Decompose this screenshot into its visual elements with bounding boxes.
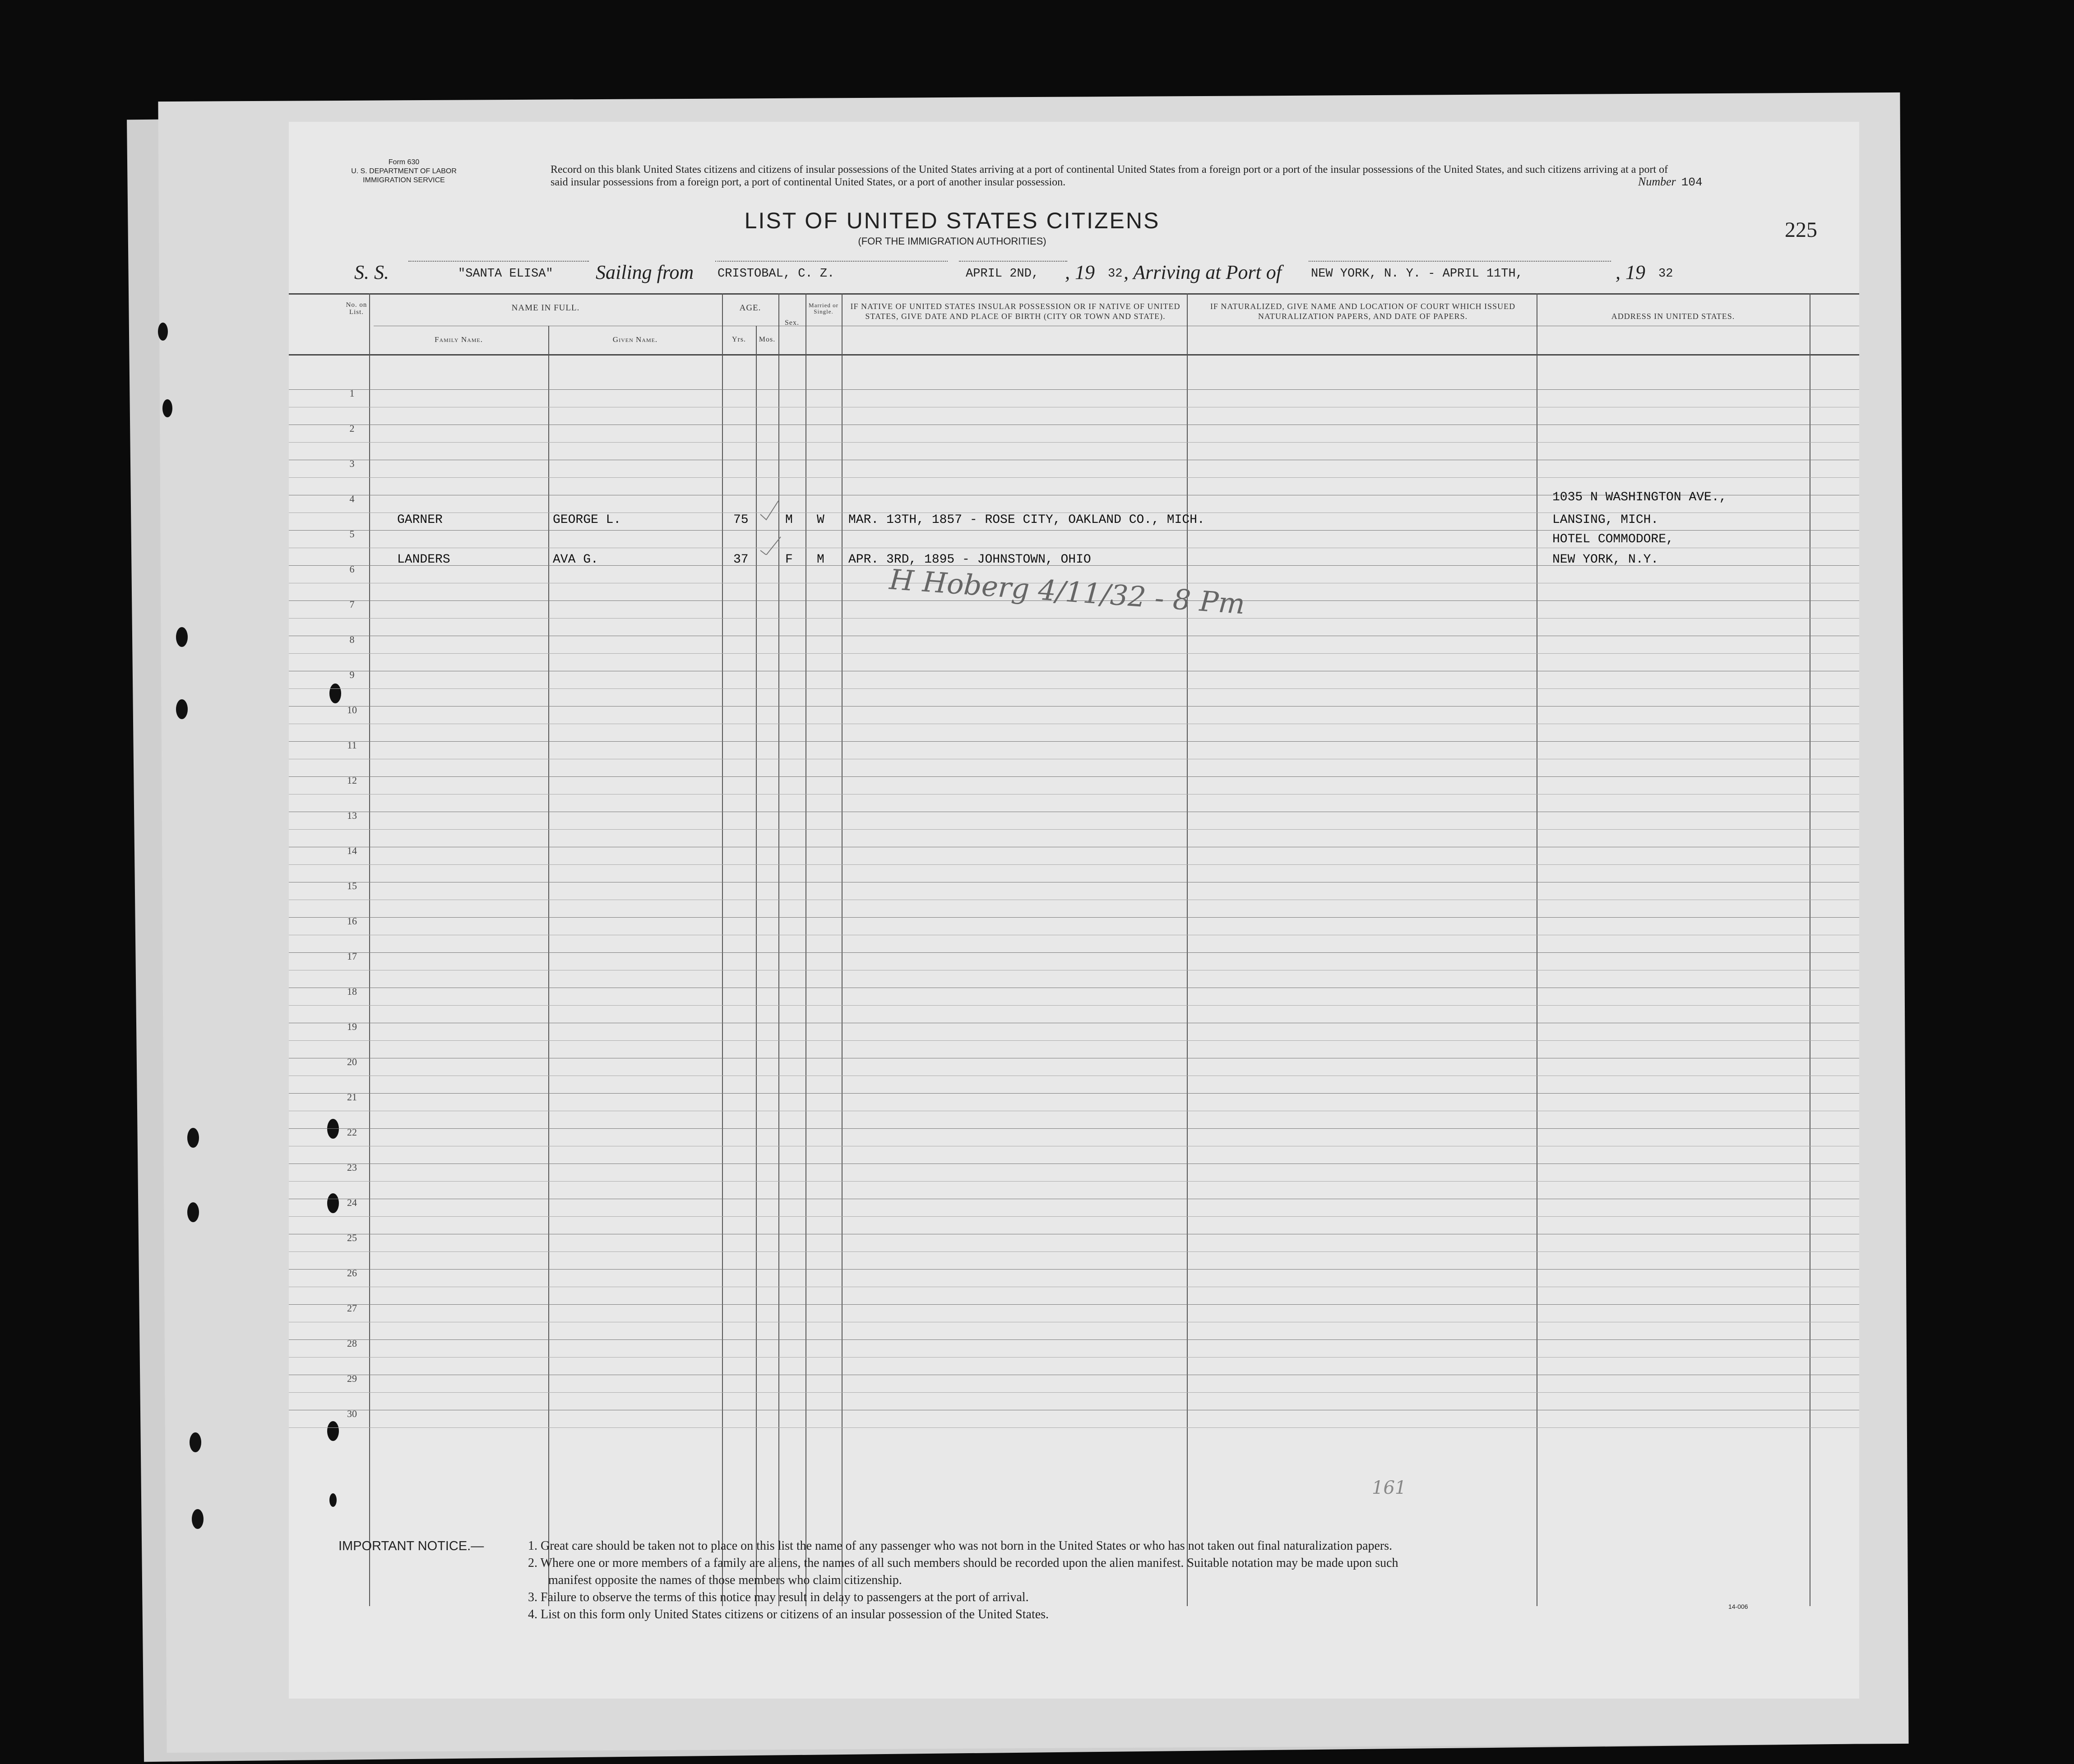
page-number: 225 xyxy=(1785,218,1817,242)
header-bottom-rule xyxy=(289,354,1859,356)
header-sex: Sex. xyxy=(785,319,799,327)
row-line xyxy=(289,706,1859,707)
arrival-port-date: NEW YORK, N. Y. - APRIL 11TH, xyxy=(1311,267,1523,281)
header-birth: IF NATIVE OF UNITED STATES INSULAR POSSESSION OR IF NATIVE OF UNITED STATES, GIVE DATE AND PLACE OF BIRTH (CITY OR TOWN AND STATE). xyxy=(850,302,1181,321)
birth-cell: APR. 3RD, 1895 - JOHNSTOWN, OHIO xyxy=(848,553,1091,567)
row-number: 20 xyxy=(347,1056,357,1067)
notice-item: 1. Great care should be taken not to place on this list the name of any passenger who was not born in the United States or who has not taken out final naturalization papers. xyxy=(528,1539,1393,1553)
table-top-rule xyxy=(289,293,1859,295)
header-no-on-list: No. on List. xyxy=(346,301,367,316)
address-cell: 1035 N WASHINGTON AVE., xyxy=(1552,490,1727,504)
row-number: 13 xyxy=(347,810,357,821)
row-number: 27 xyxy=(347,1302,357,1314)
row-number: 26 xyxy=(347,1267,357,1279)
number-value: 104 xyxy=(1681,175,1703,189)
family-name-cell: GARNER xyxy=(397,513,443,527)
punch-hole xyxy=(176,627,188,647)
row-number: 17 xyxy=(347,951,357,962)
check-marks xyxy=(758,492,812,555)
header-family-name: Family Name. xyxy=(434,335,483,344)
row-line xyxy=(289,776,1859,777)
notice-item-continued: manifest opposite the names of those members who claim citizenship. xyxy=(548,1573,902,1587)
punch-hole xyxy=(158,323,168,341)
row-number: 7 xyxy=(349,599,355,610)
departure-year: 32 xyxy=(1108,267,1123,281)
page-subtitle: (FOR THE IMMIGRATION AUTHORITIES) xyxy=(858,236,1046,247)
departure-date: APRIL 2ND, xyxy=(966,267,1039,281)
row-line xyxy=(289,389,1859,390)
row-number: 2 xyxy=(349,423,355,434)
punch-hole xyxy=(162,399,172,417)
row-line xyxy=(289,1005,1859,1006)
row-number: 14 xyxy=(347,845,357,856)
row-number: 18 xyxy=(347,986,357,997)
form-code: 14-006 xyxy=(1728,1603,1748,1610)
notice-item: 3. Failure to observe the terms of this notice may result in delay to passengers at the port of arrival. xyxy=(528,1590,1029,1604)
departure-port: CRISTOBAL, C. Z. xyxy=(718,267,835,281)
form-identifier xyxy=(325,158,483,185)
address-cell: NEW YORK, N.Y. xyxy=(1552,553,1659,567)
row-line xyxy=(289,1216,1859,1217)
row-line xyxy=(289,864,1859,865)
notice-item: 2. Where one or more members of a family are aliens, the names of all such members should be recorded upon the alien manifest. Suitable notation may be made upon such xyxy=(528,1556,1398,1570)
sex-cell: M xyxy=(785,513,793,527)
row-line xyxy=(289,952,1859,953)
marital-status-cell: M xyxy=(817,553,824,567)
manifest-page xyxy=(289,122,1859,1699)
punch-hole xyxy=(192,1509,204,1529)
row-line xyxy=(289,442,1859,443)
department-name: U. S. DEPARTMENT OF LABOR xyxy=(351,167,457,175)
row-number: 21 xyxy=(347,1091,357,1103)
header-months: Mos. xyxy=(759,336,776,343)
year-prefix: , 19 xyxy=(1616,261,1645,283)
punch-hole xyxy=(187,1202,199,1222)
row-number: 28 xyxy=(347,1338,357,1349)
notice-label: IMPORTANT NOTICE.— xyxy=(338,1539,484,1553)
handwritten-annotation: H Hoberg 4/11/32 - 8 Pm xyxy=(888,563,1246,621)
row-number: 11 xyxy=(347,739,357,751)
row-line xyxy=(289,741,1859,742)
row-number: 12 xyxy=(347,775,357,786)
address-cell: LANSING, MICH. xyxy=(1552,513,1659,527)
row-number: 19 xyxy=(347,1021,357,1032)
age-years-cell: 75 xyxy=(733,513,749,527)
row-number: 15 xyxy=(347,880,357,891)
arriving-label: , Arriving at Port of xyxy=(1124,261,1282,283)
year-prefix: , 19 xyxy=(1065,261,1095,283)
row-number: 16 xyxy=(347,915,357,927)
marital-status-cell: W xyxy=(817,513,824,527)
family-name-cell: LANDERS xyxy=(397,553,450,567)
header-address: ADDRESS IN UNITED STATES. xyxy=(1611,312,1735,321)
voyage-line xyxy=(354,261,1843,288)
row-number: 9 xyxy=(349,669,355,680)
row-number: 23 xyxy=(347,1162,357,1173)
row-number: 8 xyxy=(349,634,355,645)
address-cell: HOTEL COMMODORE, xyxy=(1552,532,1674,546)
header-name-in-full: NAME IN FULL. xyxy=(511,303,580,313)
row-line xyxy=(289,1181,1859,1182)
age-years-cell: 37 xyxy=(733,553,749,567)
ss-label: S. S. xyxy=(354,261,389,283)
row-line xyxy=(289,1339,1859,1340)
header-married-or-single: Married or Single. xyxy=(809,302,838,315)
row-line xyxy=(289,477,1859,478)
row-line xyxy=(289,1093,1859,1094)
sex-cell: F xyxy=(785,553,793,567)
list-number xyxy=(1638,175,1703,189)
punch-hole xyxy=(176,699,188,719)
row-number: 25 xyxy=(347,1232,357,1243)
notice-item: 4. List on this form only United States citizens or citizens of an insular possession of the United States. xyxy=(528,1607,1049,1621)
header-age: AGE. xyxy=(739,303,761,313)
row-line xyxy=(289,1427,1859,1428)
row-line xyxy=(289,829,1859,830)
row-line xyxy=(289,1040,1859,1041)
row-number: 1 xyxy=(349,388,355,399)
ship-name: "SANTA ELISA" xyxy=(458,267,553,281)
row-line xyxy=(289,1251,1859,1252)
given-name-cell: GEORGE L. xyxy=(553,513,621,527)
row-line xyxy=(289,530,1859,531)
header-years: Yrs. xyxy=(731,336,746,343)
row-number: 24 xyxy=(347,1197,357,1208)
row-number: 3 xyxy=(349,458,355,469)
row-line xyxy=(289,688,1859,689)
arrival-year: 32 xyxy=(1658,267,1673,281)
service-name: IMMIGRATION SERVICE xyxy=(363,176,445,184)
passenger-table xyxy=(289,293,1859,1606)
row-line xyxy=(289,618,1859,619)
punch-hole xyxy=(187,1128,199,1148)
birth-cell: MAR. 13TH, 1857 - ROSE CITY, OAKLAND CO., MICH. xyxy=(848,513,1205,527)
row-line xyxy=(289,1304,1859,1305)
row-number: 10 xyxy=(347,704,357,716)
row-line xyxy=(289,917,1859,918)
row-line xyxy=(289,1269,1859,1270)
row-number: 22 xyxy=(347,1127,357,1138)
margin-mark: 161 xyxy=(1372,1478,1407,1498)
punch-hole xyxy=(190,1432,201,1452)
sailing-label: Sailing from xyxy=(596,261,694,283)
row-number: 30 xyxy=(347,1408,357,1419)
row-number: 5 xyxy=(349,528,355,540)
instructions-text: Record on this blank United States citizens and citizens of insular possessions of the United States arriving at a port of continental United States from a foreign port or a port of the insular possessions of the United States, and such citizens arriving at a port of said insular possessions from a foreign port, a port of continental United States, or a port of another insular possession. xyxy=(551,164,1668,188)
row-line xyxy=(289,1128,1859,1129)
row-line xyxy=(289,653,1859,654)
row-number: 29 xyxy=(347,1373,357,1384)
page-title: LIST OF UNITED STATES CITIZENS xyxy=(744,208,1160,233)
row-line xyxy=(289,1392,1859,1393)
row-line xyxy=(289,1357,1859,1358)
header-naturalized: IF NATURALIZED, GIVE NAME AND LOCATION OF COURT WHICH ISSUED NATURALIZATION PAPERS, AND DATE OF PAPERS. xyxy=(1210,302,1516,321)
row-number: 4 xyxy=(349,493,355,504)
number-label: Number xyxy=(1638,175,1676,188)
header-given-name: Given Name. xyxy=(612,335,658,344)
row-number: 6 xyxy=(349,563,355,575)
given-name-cell: AVA G. xyxy=(553,553,598,567)
form-number: Form 630 xyxy=(388,158,420,166)
